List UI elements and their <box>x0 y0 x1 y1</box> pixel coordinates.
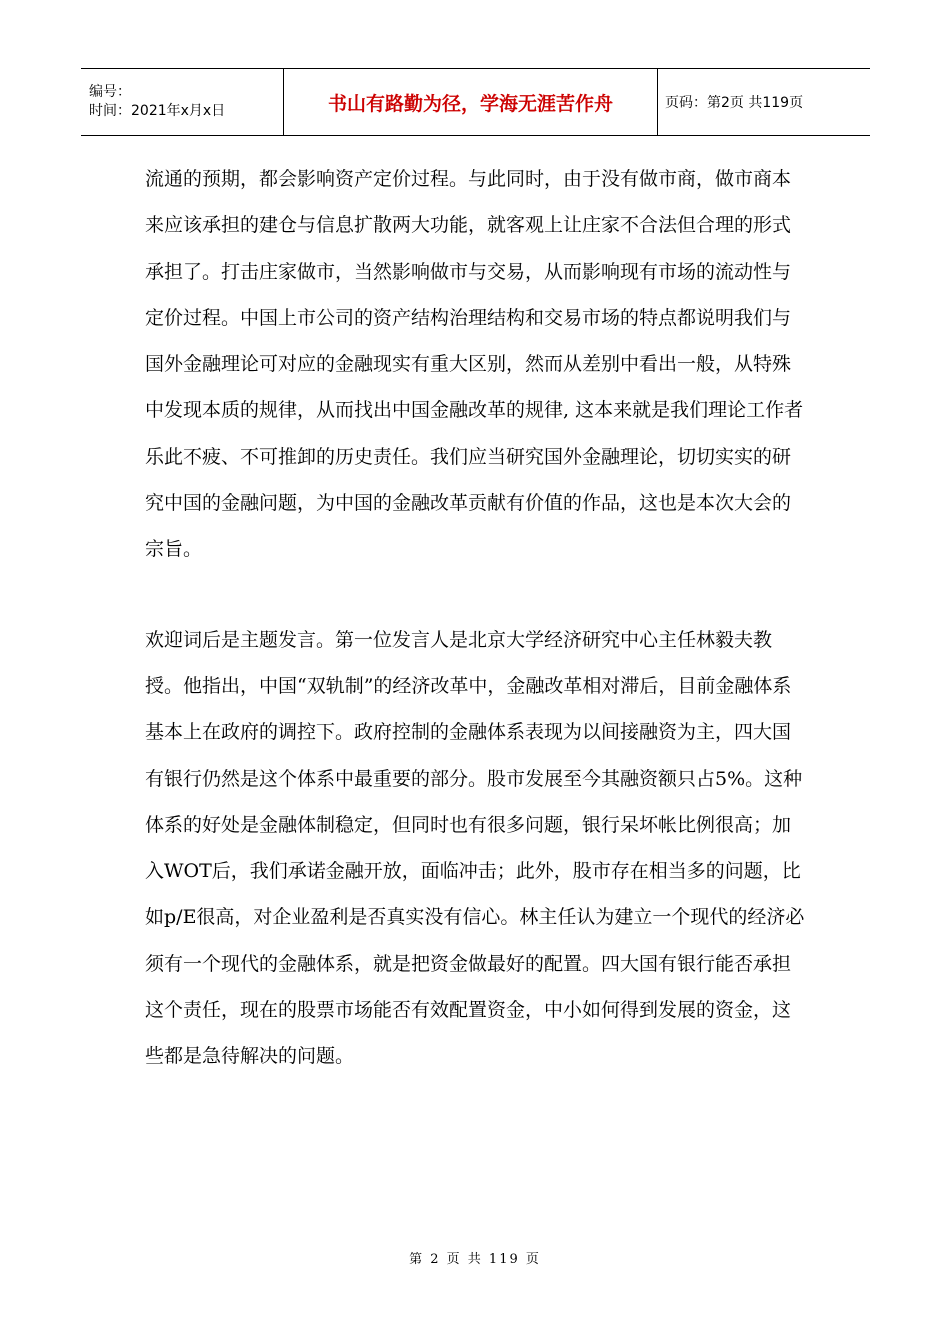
serial-label: 编号： <box>89 84 131 100</box>
time-label: 时间：2021年x月x日 <box>89 103 226 119</box>
page-footer: 第 2 页 共 119 页 <box>409 1252 541 1267</box>
header-meta <box>81 69 284 135</box>
page-header <box>81 68 870 136</box>
paragraph-1: 流通的预期，都会影响资产定价过程。与此同时，由于没有做市商，做市商本来应该承担的建仓与信息扩散两大功能，就客观上让庄家不合法但合理的形式承担了。打击庄家做市，当然影响做市与交易，从而影响现有市场的流动性与定价过程。中国上市公司的资产结构治理结构和交易市场的特点都说明我们与国外金融理论可对应的金融现实有重大区别，然而从差别中看出一般，从特殊中发现本质的规律，从而找出中国金融改革的规律, 这本来就是我们理论工作者乐此不疲、不可推卸的历史责任。我们应当研究国外金融理论，切切实实的研究中国的金融问题，为中国的金融改革贡献有价值的作品，这也是本次大会的宗旨。 <box>145 168 804 561</box>
header-page-number: 页码：第2页 共119页 <box>665 95 804 111</box>
header-motto: 书山有路勤为径，学海无涯苦作舟 <box>284 69 658 135</box>
paragraph-2: 欢迎词后是主题发言。第一位发言人是北京大学经济研究中心主任林毅夫教授。他指出，中国“双轨制”的经济改革中，金融改革相对滞后，目前金融体系基本上在政府的调控下。政府控制的金融体系表现为以间接融资为主，四大国有银行仍然是这个体系中最重要的部分。股市发展至今其融资额只占5%。这种体系的好处是金融体制稳定，但同时也有很多问题，银行呆坏帐比例很高；加入WOT后，我们承诺金融开放，面临冲击；此外，股市存在相当多的问题，比如p/E很高，对企业盈利是否真实没有信心。林主任认为建立一个现代的经济必须有一个现代的金融体系，就是把资金做最好的配置。四大国有银行能否承担这个责任，现在的股票市场能否有效配置资金，中小如何得到发展的资金，这些都是急待解决的问题。 <box>145 628 805 1068</box>
document-body <box>145 156 805 1080</box>
